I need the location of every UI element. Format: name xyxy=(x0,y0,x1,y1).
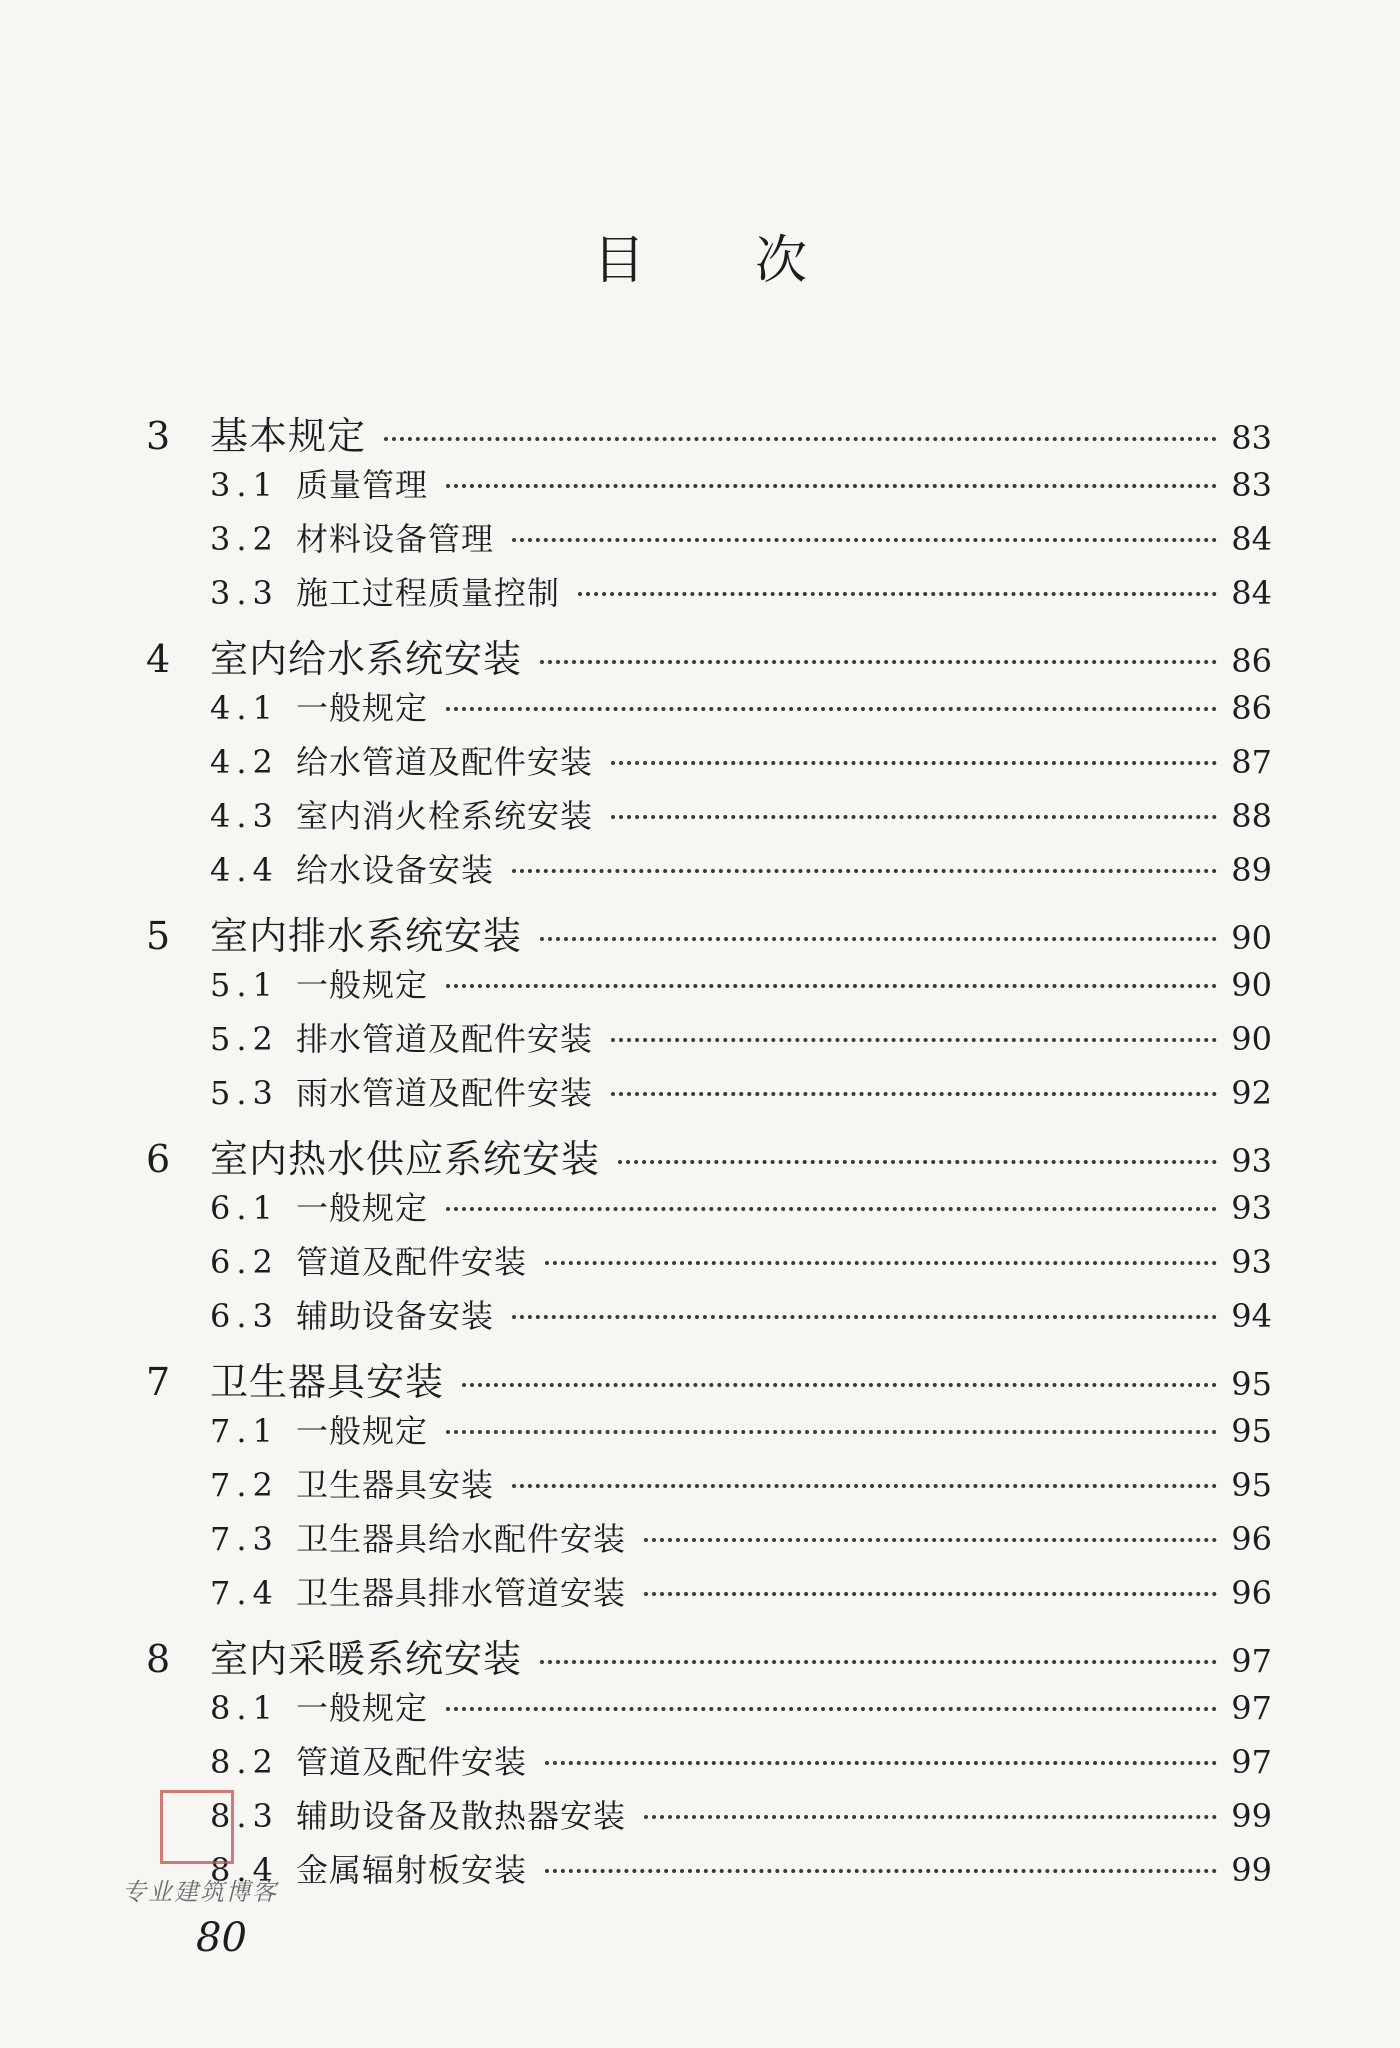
dot-leader xyxy=(611,761,1217,765)
toc-entry-page: 94 xyxy=(1231,1297,1272,1335)
toc-section-entry[interactable] xyxy=(210,683,1272,729)
dot-leader xyxy=(644,1592,1217,1596)
toc-entry-page: 84 xyxy=(1231,520,1272,558)
dot-leader xyxy=(446,1707,1217,1711)
toc-entry-label: 施工过程质量控制 xyxy=(296,574,561,612)
toc-entry-page: 97 xyxy=(1231,1642,1272,1680)
toc-entry-number: 3.3 xyxy=(210,574,279,612)
toc-chapter-entry[interactable] xyxy=(146,905,1272,960)
dot-leader xyxy=(512,1484,1217,1488)
toc-entry-label: 室内采暖系统安装 xyxy=(210,1637,523,1681)
toc-entry-label: 一般规定 xyxy=(296,1189,429,1227)
toc-entry-number: 5.1 xyxy=(210,966,279,1004)
toc-entry-page: 90 xyxy=(1231,1020,1272,1058)
toc-entry-page: 83 xyxy=(1231,419,1272,457)
dot-leader xyxy=(611,1038,1217,1042)
dot-leader xyxy=(446,1430,1217,1434)
dot-leader xyxy=(545,1261,1217,1265)
toc-section-entry[interactable] xyxy=(210,1068,1272,1114)
page-number: 80 xyxy=(196,1915,247,1961)
toc-entry-page: 97 xyxy=(1231,1743,1272,1781)
toc-entry-page: 90 xyxy=(1231,919,1272,957)
dot-leader xyxy=(644,1538,1217,1542)
watermark-seal xyxy=(160,1790,234,1864)
toc-entry-page: 99 xyxy=(1231,1851,1272,1889)
toc-entry-number: 7.2 xyxy=(210,1466,279,1504)
toc-chapter-entry[interactable] xyxy=(146,1128,1272,1183)
toc-entry-page: 93 xyxy=(1231,1142,1272,1180)
toc-section-entry[interactable] xyxy=(210,514,1272,560)
dot-leader xyxy=(540,937,1217,941)
toc-chapter-entry[interactable] xyxy=(146,405,1272,460)
toc-entry-number: 4.1 xyxy=(210,689,279,727)
toc-section-entry[interactable] xyxy=(210,1460,1272,1506)
toc-section-entry[interactable] xyxy=(210,568,1272,614)
toc-entry-label: 基本规定 xyxy=(210,414,367,458)
dot-leader xyxy=(611,1092,1217,1096)
dot-leader xyxy=(462,1383,1217,1387)
toc-entry-number: 3.1 xyxy=(210,466,279,504)
toc-entry-label: 辅助设备安装 xyxy=(296,1297,495,1335)
dot-leader xyxy=(545,1869,1217,1873)
dot-leader xyxy=(611,815,1217,819)
toc-section-entry[interactable] xyxy=(210,1237,1272,1283)
watermark-text: 专业建筑博客 xyxy=(122,1878,278,1906)
dot-leader xyxy=(446,484,1217,488)
toc-entry-label: 质量管理 xyxy=(296,466,429,504)
toc-entry-label: 室内热水供应系统安装 xyxy=(210,1137,601,1181)
toc-section-entry[interactable] xyxy=(210,960,1272,1006)
toc-entry-label: 给水设备安装 xyxy=(296,851,495,889)
toc-entry-label: 给水管道及配件安装 xyxy=(296,743,594,781)
dot-leader xyxy=(446,984,1217,988)
dot-leader xyxy=(512,869,1217,873)
toc-entry-number: 5.2 xyxy=(210,1020,279,1058)
toc-entry-page: 99 xyxy=(1231,1797,1272,1835)
toc-entry-page: 87 xyxy=(1231,743,1272,781)
toc-entry-page: 93 xyxy=(1231,1189,1272,1227)
toc-section-entry[interactable] xyxy=(210,845,1272,891)
toc-section-entry[interactable] xyxy=(210,1406,1272,1452)
dot-leader xyxy=(578,592,1217,596)
dot-leader xyxy=(545,1761,1217,1765)
toc-entry-label: 辅助设备及散热器安装 xyxy=(296,1797,627,1835)
toc-entry-label: 管道及配件安装 xyxy=(296,1243,528,1281)
dot-leader xyxy=(446,1207,1217,1211)
dot-leader xyxy=(384,437,1217,441)
toc-section-entry[interactable] xyxy=(210,1514,1272,1560)
toc-entry-number: 8.4 xyxy=(210,1851,279,1889)
toc-entry-number: 5 xyxy=(146,914,171,958)
toc-entry-number: 6.2 xyxy=(210,1243,279,1281)
toc-entry-label: 卫生器具排水管道安装 xyxy=(296,1574,627,1612)
toc-section-entry[interactable] xyxy=(210,791,1272,837)
toc-section-entry[interactable] xyxy=(210,737,1272,783)
toc-entry-label: 排水管道及配件安装 xyxy=(296,1020,594,1058)
page-title: 目次 xyxy=(592,231,917,291)
toc-entry-number: 7.1 xyxy=(210,1412,279,1450)
toc-entry-label: 一般规定 xyxy=(296,966,429,1004)
toc-section-entry[interactable] xyxy=(210,1568,1272,1614)
toc-entry-label: 材料设备管理 xyxy=(296,520,495,558)
toc-section-entry[interactable] xyxy=(210,460,1272,506)
toc-entry-number: 6.1 xyxy=(210,1189,279,1227)
toc-entry-number: 6 xyxy=(146,1137,171,1181)
dot-leader xyxy=(540,660,1217,664)
toc-entry-label: 金属辐射板安装 xyxy=(296,1851,528,1889)
toc-entry-label: 卫生器具安装 xyxy=(296,1466,495,1504)
dot-leader xyxy=(512,538,1217,542)
toc-entry-number: 4.2 xyxy=(210,743,279,781)
toc-entry-page: 97 xyxy=(1231,1689,1272,1727)
toc-chapter-entry[interactable] xyxy=(146,628,1272,683)
toc-entry-number: 8 xyxy=(146,1637,171,1681)
toc-entry-page: 89 xyxy=(1231,851,1272,889)
toc-entry-number: 5.3 xyxy=(210,1074,279,1112)
toc-entry-number: 4.4 xyxy=(210,851,279,889)
toc-entry-label: 一般规定 xyxy=(296,1689,429,1727)
toc-entry-label: 卫生器具安装 xyxy=(210,1360,445,1404)
toc-entry-page: 96 xyxy=(1231,1520,1272,1558)
toc-entry-number: 3.2 xyxy=(210,520,279,558)
toc-entry-number: 3 xyxy=(146,414,171,458)
toc-entry-page: 95 xyxy=(1231,1412,1272,1450)
toc-entry-page: 96 xyxy=(1231,1574,1272,1612)
toc-entry-label: 室内消火栓系统安装 xyxy=(296,797,594,835)
toc-section-entry[interactable] xyxy=(210,1791,1272,1837)
toc-entry-number: 8.2 xyxy=(210,1743,279,1781)
toc-section-entry[interactable] xyxy=(210,1737,1272,1783)
toc-chapter-entry[interactable] xyxy=(146,1628,1272,1683)
toc-entry-page: 92 xyxy=(1231,1074,1272,1112)
toc-entry-page: 88 xyxy=(1231,797,1272,835)
toc-section-entry[interactable] xyxy=(210,1845,1272,1891)
toc-entry-page: 86 xyxy=(1231,642,1272,680)
toc-entry-number: 8.1 xyxy=(210,1689,279,1727)
toc-entry-page: 84 xyxy=(1231,574,1272,612)
toc-entry-label: 室内给水系统安装 xyxy=(210,637,523,681)
toc-entry-number: 8.3 xyxy=(210,1797,279,1835)
toc-entry-page: 93 xyxy=(1231,1243,1272,1281)
toc-entry-number: 7.3 xyxy=(210,1520,279,1558)
toc-entry-page: 95 xyxy=(1231,1365,1272,1403)
dot-leader xyxy=(446,707,1217,711)
toc-entry-page: 86 xyxy=(1231,689,1272,727)
dot-leader xyxy=(540,1660,1217,1664)
toc-entry-number: 4.3 xyxy=(210,797,279,835)
toc-entry-page: 95 xyxy=(1231,1466,1272,1504)
dot-leader xyxy=(644,1815,1217,1819)
toc-entry-label: 一般规定 xyxy=(296,1412,429,1450)
toc-entry-number: 7 xyxy=(146,1360,171,1404)
toc-entry-label: 管道及配件安装 xyxy=(296,1743,528,1781)
toc-entry-label: 卫生器具给水配件安装 xyxy=(296,1520,627,1558)
toc-section-entry[interactable] xyxy=(210,1291,1272,1337)
dot-leader xyxy=(618,1160,1217,1164)
dot-leader xyxy=(512,1315,1217,1319)
toc-entry-number: 7.4 xyxy=(210,1574,279,1612)
toc-section-entry[interactable] xyxy=(210,1683,1272,1729)
toc-entry-number: 4 xyxy=(146,637,171,681)
toc-entry-page: 90 xyxy=(1231,966,1272,1004)
toc-entry-label: 室内排水系统安装 xyxy=(210,914,523,958)
toc-section-entry[interactable] xyxy=(210,1183,1272,1229)
toc-entry-number: 6.3 xyxy=(210,1297,279,1335)
toc-chapter-entry[interactable] xyxy=(146,1351,1272,1406)
toc-entry-page: 83 xyxy=(1231,466,1272,504)
toc-section-entry[interactable] xyxy=(210,1014,1272,1060)
toc-entry-label: 雨水管道及配件安装 xyxy=(296,1074,594,1112)
toc-entry-label: 一般规定 xyxy=(296,689,429,727)
